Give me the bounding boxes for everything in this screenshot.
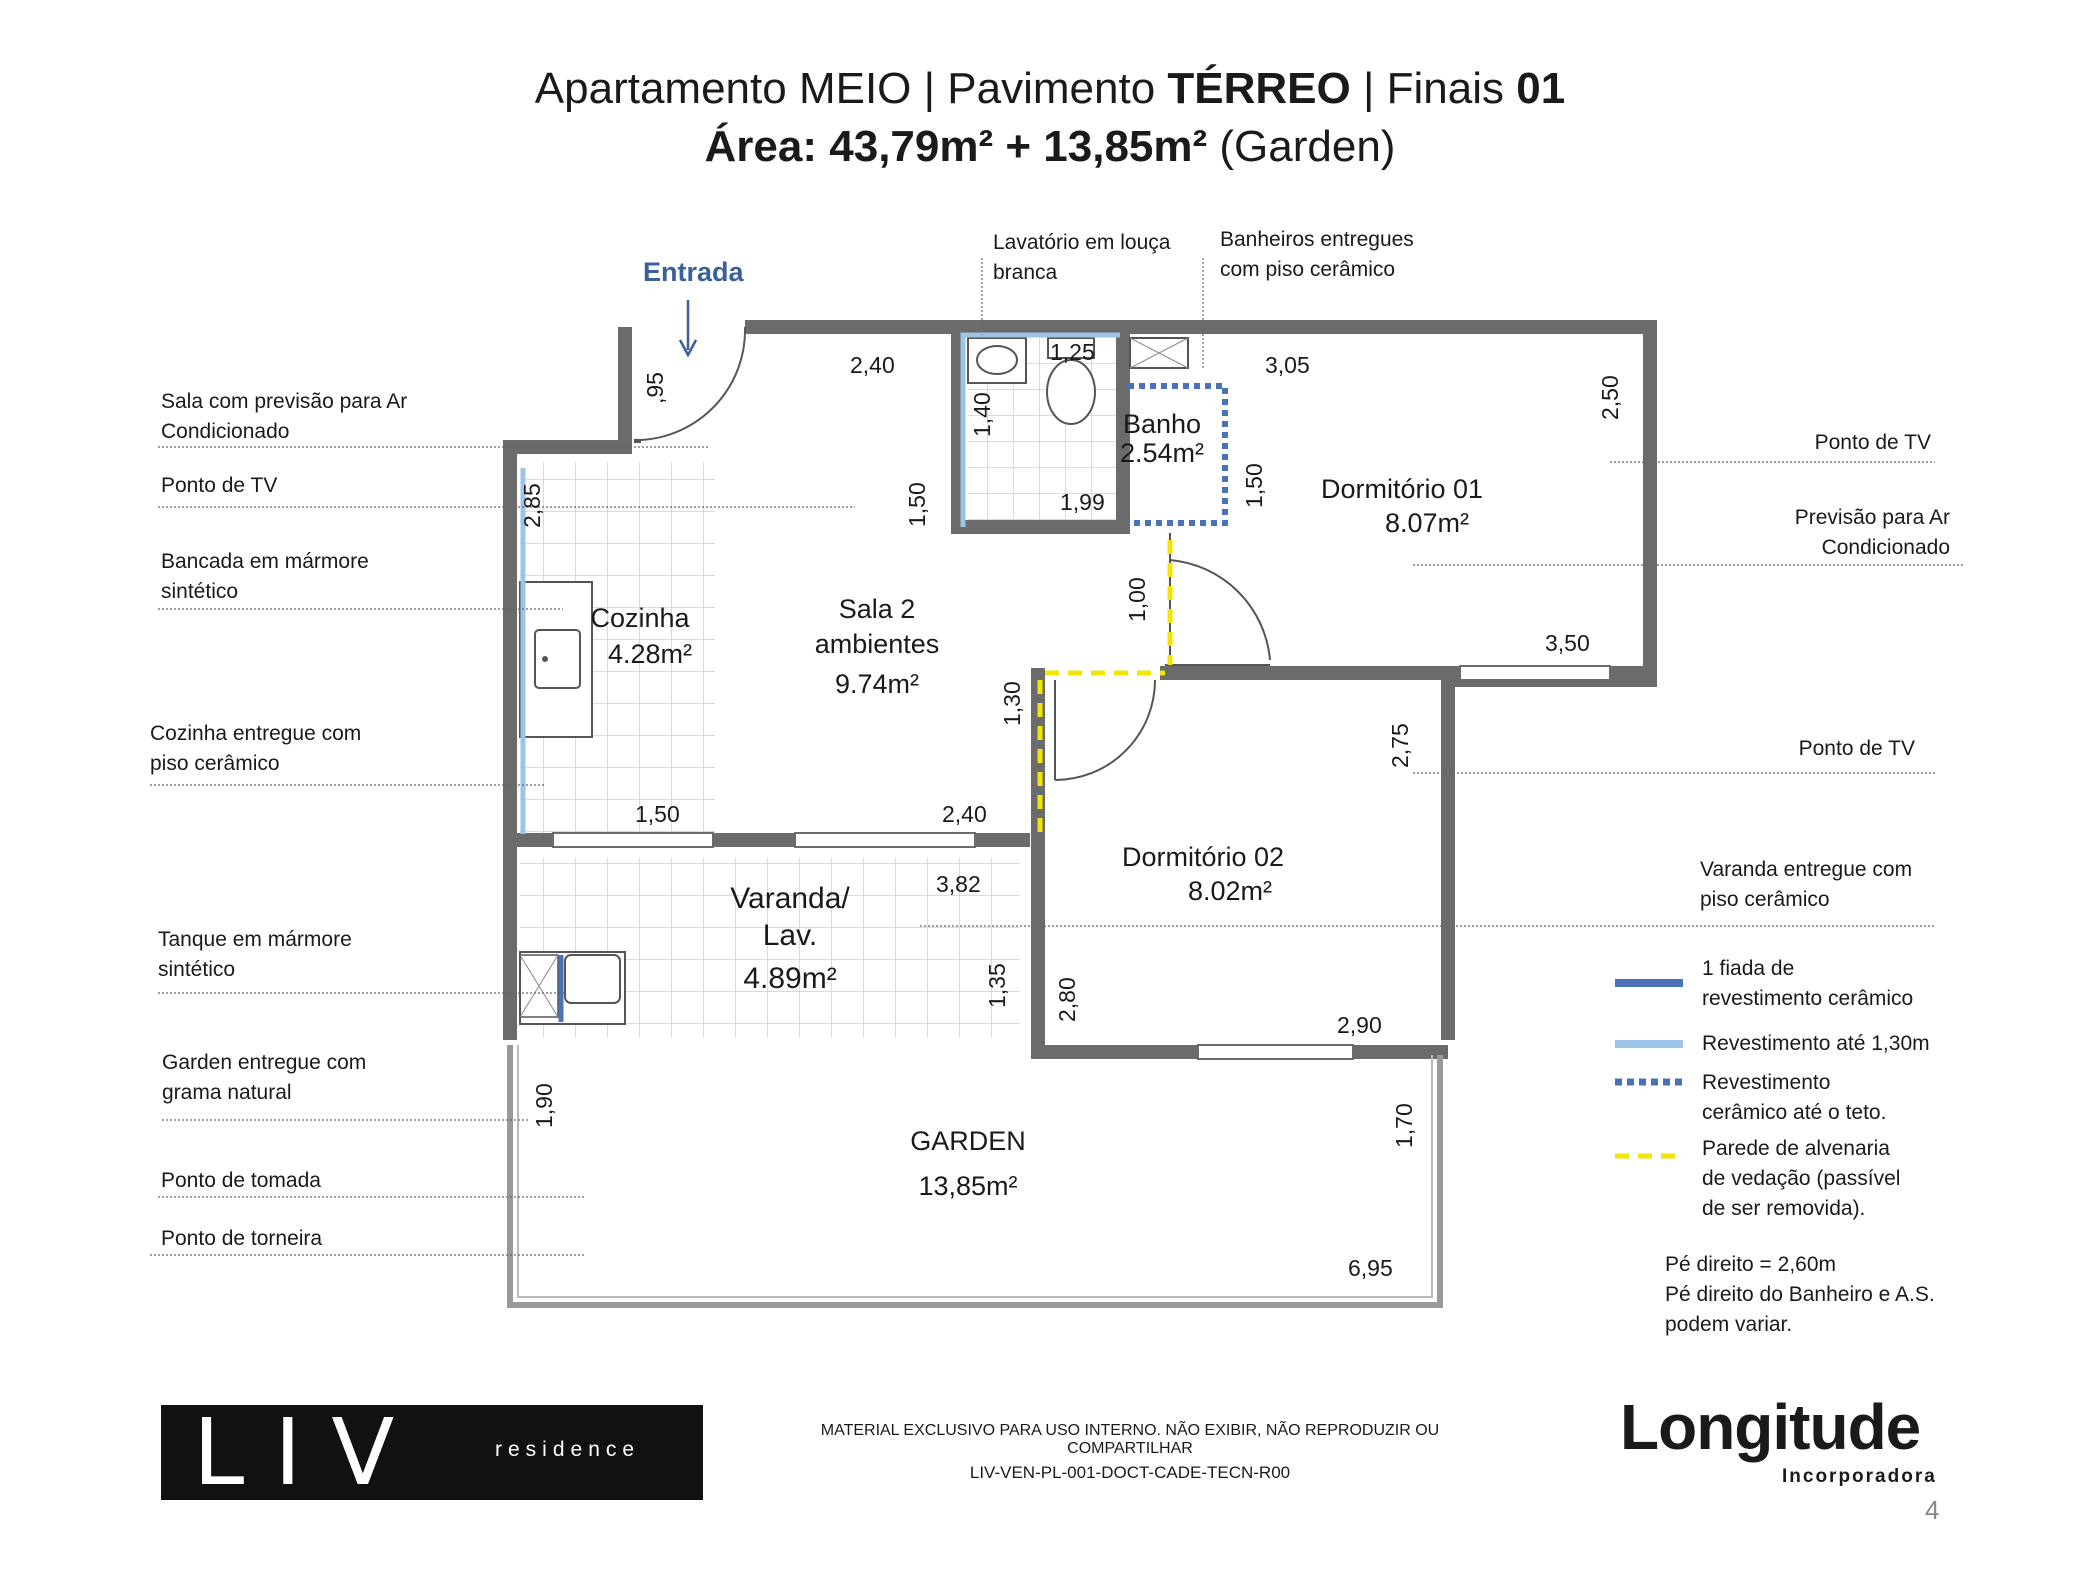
annotation-ponto-tv-left: Ponto de TV <box>161 474 278 497</box>
dim-199: 1,99 <box>1060 489 1105 515</box>
ceiling-height-note: Pé direito = 2,60m Pé direito do Banheiro e A.S. podem variar. <box>1665 1253 1935 1336</box>
legend-swatches <box>1615 983 1683 1156</box>
room-garden-name: GARDEN <box>910 1126 1026 1156</box>
annotation-bancada: Bancada em mármore sintético <box>161 550 369 603</box>
legend-label-2: Revestimento até 1,30m <box>1702 1032 1930 1055</box>
room-dorm1-area: 8.07m² <box>1384 508 1470 538</box>
laundry-tank <box>520 952 625 1024</box>
annotation-sala-ar: Sala com previsão para Ar Condicionado <box>161 390 408 443</box>
dim-350: 3,50 <box>1545 630 1590 656</box>
annotation-ponto-tv-right-1: Ponto de TV <box>1814 431 1931 454</box>
room-varanda-name-2: Lav. <box>762 919 818 952</box>
room-varanda-name-1: Varanda/ <box>730 882 850 915</box>
dim-240a: 2,40 <box>850 352 895 378</box>
room-cozinha-name: Cozinha <box>590 603 690 633</box>
dim-125: 1,25 <box>1050 339 1095 365</box>
room-banho-name: Banho <box>1122 409 1202 439</box>
room-varanda-area: 4.89m² <box>743 962 837 995</box>
liv-logo <box>161 1399 703 1506</box>
dim-695: 6,95 <box>1348 1255 1393 1281</box>
liv-logo-main: LIV <box>193 1399 425 1506</box>
dim-250: 2,50 <box>1597 375 1623 420</box>
annotation-ponto-torneira: Ponto de torneira <box>161 1227 323 1250</box>
room-garden-area: 13,85m² <box>918 1171 1018 1201</box>
room-sala-area: 9.74m² <box>834 669 920 699</box>
room-sala-name-2: ambientes <box>814 629 940 659</box>
dim-135: 1,35 <box>984 963 1010 1008</box>
dim-290: 2,90 <box>1337 1012 1382 1038</box>
dim-280: 2,80 <box>1054 977 1080 1022</box>
page-number: 4 <box>1925 1495 1940 1525</box>
annotation-varanda-piso: Varanda entregue com piso cerâmico <box>1700 858 1913 911</box>
entrance-arrow <box>680 300 696 355</box>
legend-label-4: Parede de alvenaria de vedação (passível de ser removida). <box>1702 1137 1901 1220</box>
dim-140: 1,40 <box>969 392 995 437</box>
brand-logo: Longitude <box>1620 1391 1921 1463</box>
room-sala-name-1: Sala 2 <box>838 594 916 624</box>
annotation-ponto-tv-right-2: Ponto de TV <box>1798 737 1915 760</box>
room-dorm1-name: Dormitório 01 <box>1320 474 1484 504</box>
dim-150b: 1,50 <box>1241 463 1267 508</box>
annotation-tanque: Tanque em mármore sintético <box>158 928 352 981</box>
dim-150c: 1,50 <box>635 801 680 827</box>
dim-150a: 1,50 <box>904 482 930 527</box>
title-line-1: Apartamento MEIO | Pavimento TÉRREO | Finais 01 <box>534 64 1566 113</box>
dim-382: 3,82 <box>936 871 981 897</box>
brand-subtitle: Incorporadora <box>1782 1466 1937 1487</box>
dim-305: 3,05 <box>1265 352 1310 378</box>
dim-170: 1,70 <box>1391 1103 1417 1148</box>
dim-240b: 2,40 <box>942 801 987 827</box>
legend-label-3: Revestimento cerâmico até o teto. <box>1702 1071 1887 1124</box>
dim-190: 1,90 <box>531 1083 557 1128</box>
dim-100: 1,00 <box>1124 577 1150 622</box>
dim-095: ,95 <box>642 372 668 404</box>
annotation-cozinha-piso: Cozinha entregue com piso cerâmico <box>150 722 362 775</box>
annotation-ponto-tomada: Ponto de tomada <box>161 1169 321 1192</box>
removable-walls <box>1040 540 1170 840</box>
document-code: LIV-VEN-PL-001-DOCT-CADE-TECN-R00 <box>969 1463 1291 1482</box>
annotation-garden-grama: Garden entregue com grama natural <box>162 1051 367 1104</box>
room-cozinha-area: 4.28m² <box>607 639 693 669</box>
dim-285: 2,85 <box>519 483 545 528</box>
dim-130: 1,30 <box>999 681 1025 726</box>
entrance-label: Entrada <box>643 257 744 287</box>
disclaimer: MATERIAL EXCLUSIVO PARA USO INTERNO. NÃO EXIBIR, NÃO REPRODUZIR OU COMPARTILHAR <box>820 1422 1440 1457</box>
room-banho-area: 2.54m² <box>1119 438 1205 468</box>
dim-275: 2,75 <box>1387 723 1413 768</box>
annotation-previsao-ar: Previsão para Ar Condicionado <box>1794 506 1950 559</box>
annotation-lavatorio: Lavatório em louça branca <box>993 231 1171 284</box>
room-dorm2-name: Dormitório 02 <box>1121 842 1285 872</box>
legend-label-1: 1 fiada de revestimento cerâmico <box>1702 957 1914 1010</box>
room-dorm2-area: 8.02m² <box>1187 876 1273 906</box>
liv-logo-sub: residence <box>495 1438 641 1461</box>
annotation-banheiros-piso: Banheiros entregues com piso cerâmico <box>1220 228 1414 281</box>
title-line-2: Área: 43,79m² + 13,85m² (Garden) <box>704 122 1396 171</box>
kitchen-counter <box>520 582 592 737</box>
